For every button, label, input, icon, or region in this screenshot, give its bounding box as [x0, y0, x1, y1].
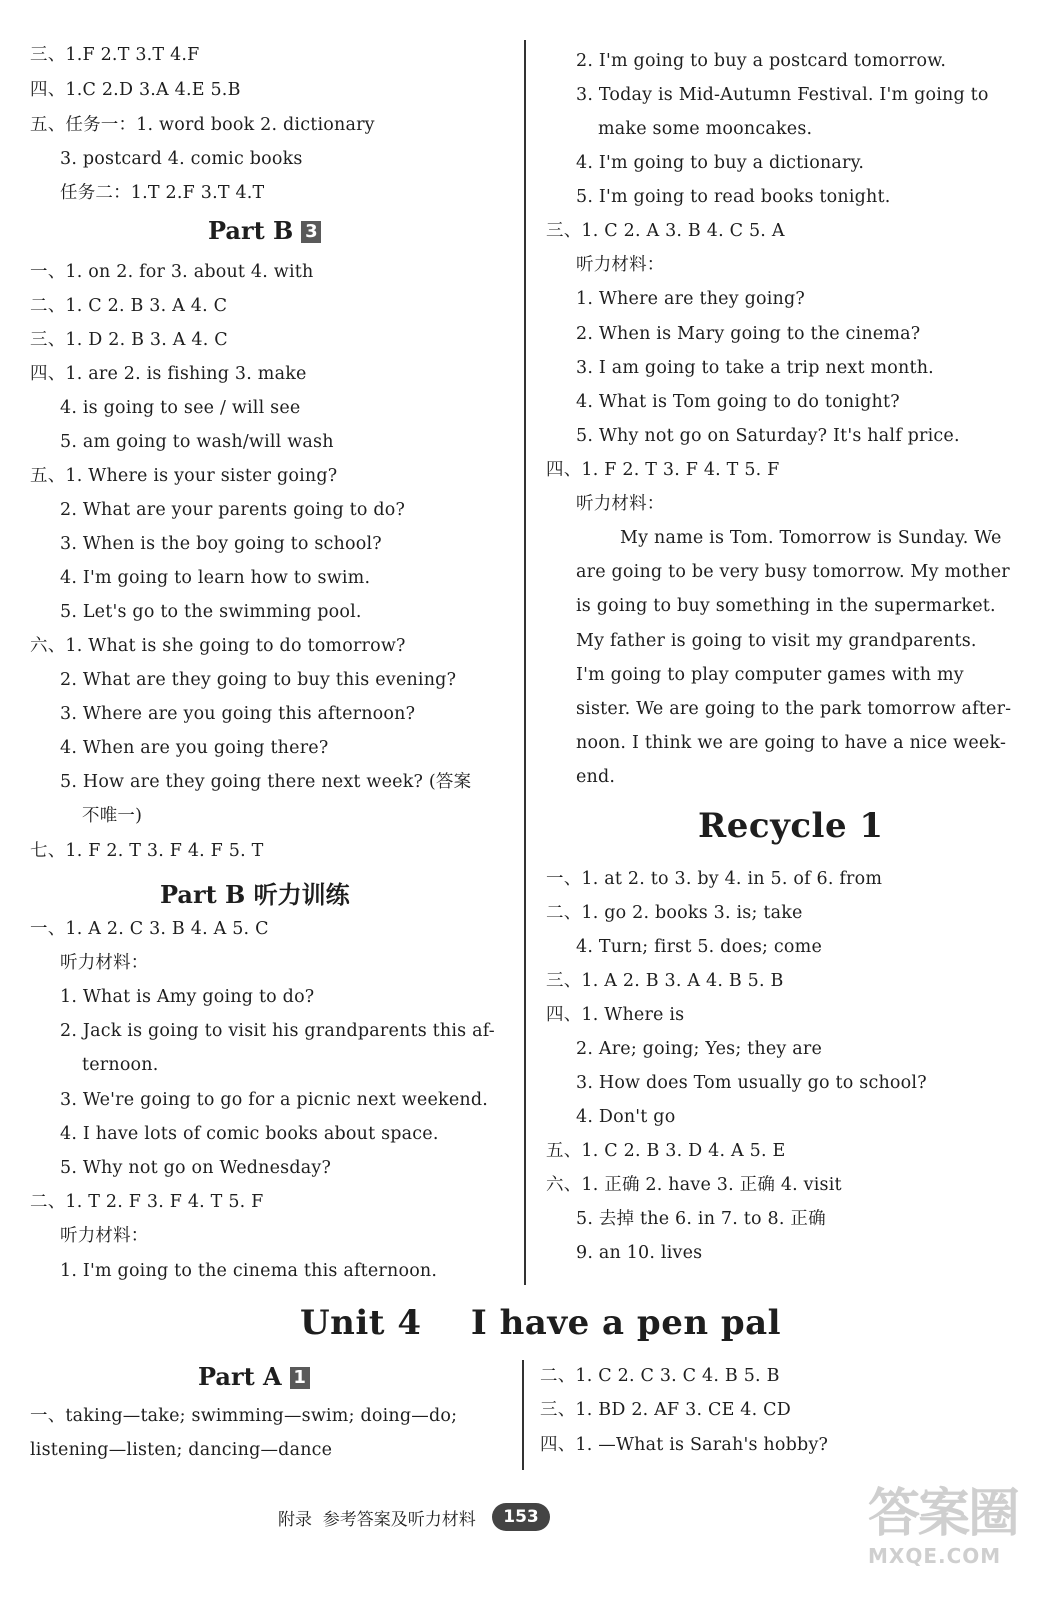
listening-material-label: 听力材料：: [576, 255, 665, 275]
lesson-number-badge: 3: [301, 221, 321, 243]
answer-line: 5. Why not go on Saturday? It's half price.: [576, 426, 960, 446]
column-divider: [522, 1360, 524, 1470]
answer-line: 1. Where are they going?: [576, 289, 805, 309]
answer-line: listening—listen; dancing—dance: [30, 1440, 333, 1460]
answer-line: 六、1. 正确 2. have 3. 正确 4. visit: [546, 1175, 842, 1195]
heading-text: Part A: [198, 1362, 282, 1391]
answer-line: 四、1.C 2.D 3.A 4.E 5.B: [30, 80, 241, 100]
answer-line: 3. Today is Mid-Autumn Festival. I'm going to: [576, 85, 989, 105]
answer-line: 四、1. F 2. T 3. F 4. T 5. F: [546, 460, 780, 480]
answer-line: 4. What is Tom going to do tonight?: [576, 392, 900, 412]
passage-line: noon. I think we are going to have a nice week-: [576, 733, 1007, 753]
answer-line: 4. I'm going to learn how to swim.: [60, 568, 371, 588]
answer-line: 2. I'm going to buy a postcard tomorrow.: [576, 51, 947, 71]
passage-line: sister. We are going to the park tomorrow after-: [576, 699, 1012, 719]
answer-line: 2. What are they going to buy this evening?: [60, 670, 457, 690]
section-heading-listening: Part B 听力训练: [160, 880, 350, 909]
answer-line: 4. Don't go: [576, 1107, 676, 1127]
section-heading-part-a: [198, 1362, 310, 1391]
answer-line: 2. Are; going; Yes; they are: [576, 1039, 823, 1059]
answer-line: 四、1. Where is: [546, 1005, 685, 1025]
answer-line: 三、1. C 2. A 3. B 4. C 5. A: [546, 221, 785, 241]
answer-line: 三、1. A 2. B 3. A 4. B 5. B: [546, 971, 784, 991]
answer-line: 9. an 10. lives: [576, 1243, 703, 1263]
answer-line: 2. When is Mary going to the cinema?: [576, 324, 921, 344]
answer-line: 五、任务一：1. word book 2. dictionary: [30, 115, 375, 135]
answer-line: 六、1. What is she going to do tomorrow?: [30, 636, 406, 656]
answer-line: 七、1. F 2. T 3. F 4. F 5. T: [30, 841, 264, 861]
answer-line: 4. Turn; first 5. does; come: [576, 937, 822, 957]
answer-line: 二、1. C 2. B 3. A 4. C: [30, 296, 228, 316]
passage-line: My father is going to visit my grandparents.: [576, 631, 977, 651]
page-number: 153: [492, 1503, 550, 1531]
answer-line: 任务二：1.T 2.F 3.T 4.T: [60, 183, 265, 203]
passage-line: My name is Tom. Tomorrow is Sunday. We: [620, 528, 1002, 548]
answer-line: 4. When are you going there?: [60, 738, 329, 758]
watermark-logo-text: 答案圈: [868, 1484, 1019, 1544]
passage-line: I'm going to play computer games with my: [576, 665, 964, 685]
heading-text: Part B: [208, 216, 294, 245]
answer-line: 四、1. are 2. is fishing 3. make: [30, 364, 307, 384]
answer-line: 三、1. BD 2. AF 3. CE 4. CD: [540, 1400, 791, 1420]
watermark-url: MXQE.COM: [868, 1544, 1002, 1568]
answer-line: 1. What is Amy going to do?: [60, 987, 315, 1007]
answer-line: 5. 去掉 the 6. in 7. to 8. 正确: [576, 1209, 826, 1229]
answer-line: 一、taking—take; swimming—swim; doing—do;: [30, 1406, 458, 1426]
section-heading-recycle: Recycle 1: [698, 806, 884, 846]
answer-line: 一、1. A 2. C 3. B 4. A 5. C: [30, 919, 269, 939]
passage-line: end.: [576, 767, 616, 787]
passage-line: are going to be very busy tomorrow. My mother: [576, 562, 1010, 582]
answer-line: 5. How are they going there next week? (答案: [60, 772, 472, 792]
answer-line: 三、1.F 2.T 3.T 4.F: [30, 45, 200, 65]
answer-line: 5. Why not go on Wednesday?: [60, 1158, 332, 1178]
answer-line: 不唯一): [82, 806, 143, 826]
watermark: [868, 1484, 1038, 1594]
answer-line: make some mooncakes.: [598, 119, 813, 139]
answer-line: 四、1. —What is Sarah's hobby?: [540, 1435, 829, 1455]
answer-line: 五、1. C 2. B 3. D 4. A 5. E: [546, 1141, 786, 1161]
section-heading-part-b: [208, 216, 321, 245]
answer-line: 2. Jack is going to visit his grandparents this af-: [60, 1021, 495, 1041]
answer-line: 5. am going to wash/will wash: [60, 432, 334, 452]
answer-line: 4. I have lots of comic books about space.: [60, 1124, 439, 1144]
answer-line: 3. How does Tom usually go to school?: [576, 1073, 927, 1093]
passage-line: is going to buy something in the supermarket.: [576, 596, 996, 616]
answer-line: 5. I'm going to read books tonight.: [576, 187, 891, 207]
listening-material-label: 听力材料：: [60, 1226, 149, 1246]
answer-line: 二、1. go 2. books 3. is; take: [546, 903, 803, 923]
answer-line: 5. Let's go to the swimming pool.: [60, 602, 362, 622]
unit-title: Unit 4 I have a pen pal: [300, 1303, 782, 1343]
left-column: [30, 0, 510, 1290]
answer-line: 五、1. Where is your sister going?: [30, 466, 338, 486]
answer-line: 3. postcard 4. comic books: [60, 149, 303, 169]
answer-line: 一、1. on 2. for 3. about 4. with: [30, 262, 314, 282]
lesson-number-badge: 1: [290, 1367, 310, 1389]
answer-line: 4. I'm going to buy a dictionary.: [576, 153, 865, 173]
answer-line: 2. What are your parents going to do?: [60, 500, 406, 520]
column-divider: [524, 40, 526, 1285]
answer-line: 一、1. at 2. to 3. by 4. in 5. of 6. from: [546, 869, 883, 889]
footer-label: 附录 参考答案及听力材料: [278, 1510, 476, 1530]
answer-line: 1. I'm going to the cinema this afternoon.: [60, 1261, 438, 1281]
answer-line: 二、1. C 2. C 3. C 4. B 5. B: [540, 1366, 780, 1386]
listening-material-label: 听力材料：: [576, 494, 665, 514]
answer-line: 二、1. T 2. F 3. F 4. T 5. F: [30, 1192, 264, 1212]
answer-line: 三、1. D 2. B 3. A 4. C: [30, 330, 228, 350]
answer-line: 3. When is the boy going to school?: [60, 534, 382, 554]
answer-line: 3. I am going to take a trip next month.: [576, 358, 934, 378]
answer-line: 3. Where are you going this afternoon?: [60, 704, 416, 724]
listening-material-label: 听力材料：: [60, 953, 149, 973]
answer-line: 4. is going to see / will see: [60, 398, 301, 418]
right-column: [546, 0, 1036, 1290]
answer-line: 3. We're going to go for a picnic next weekend.: [60, 1090, 489, 1110]
answer-line: ternoon.: [82, 1055, 159, 1075]
